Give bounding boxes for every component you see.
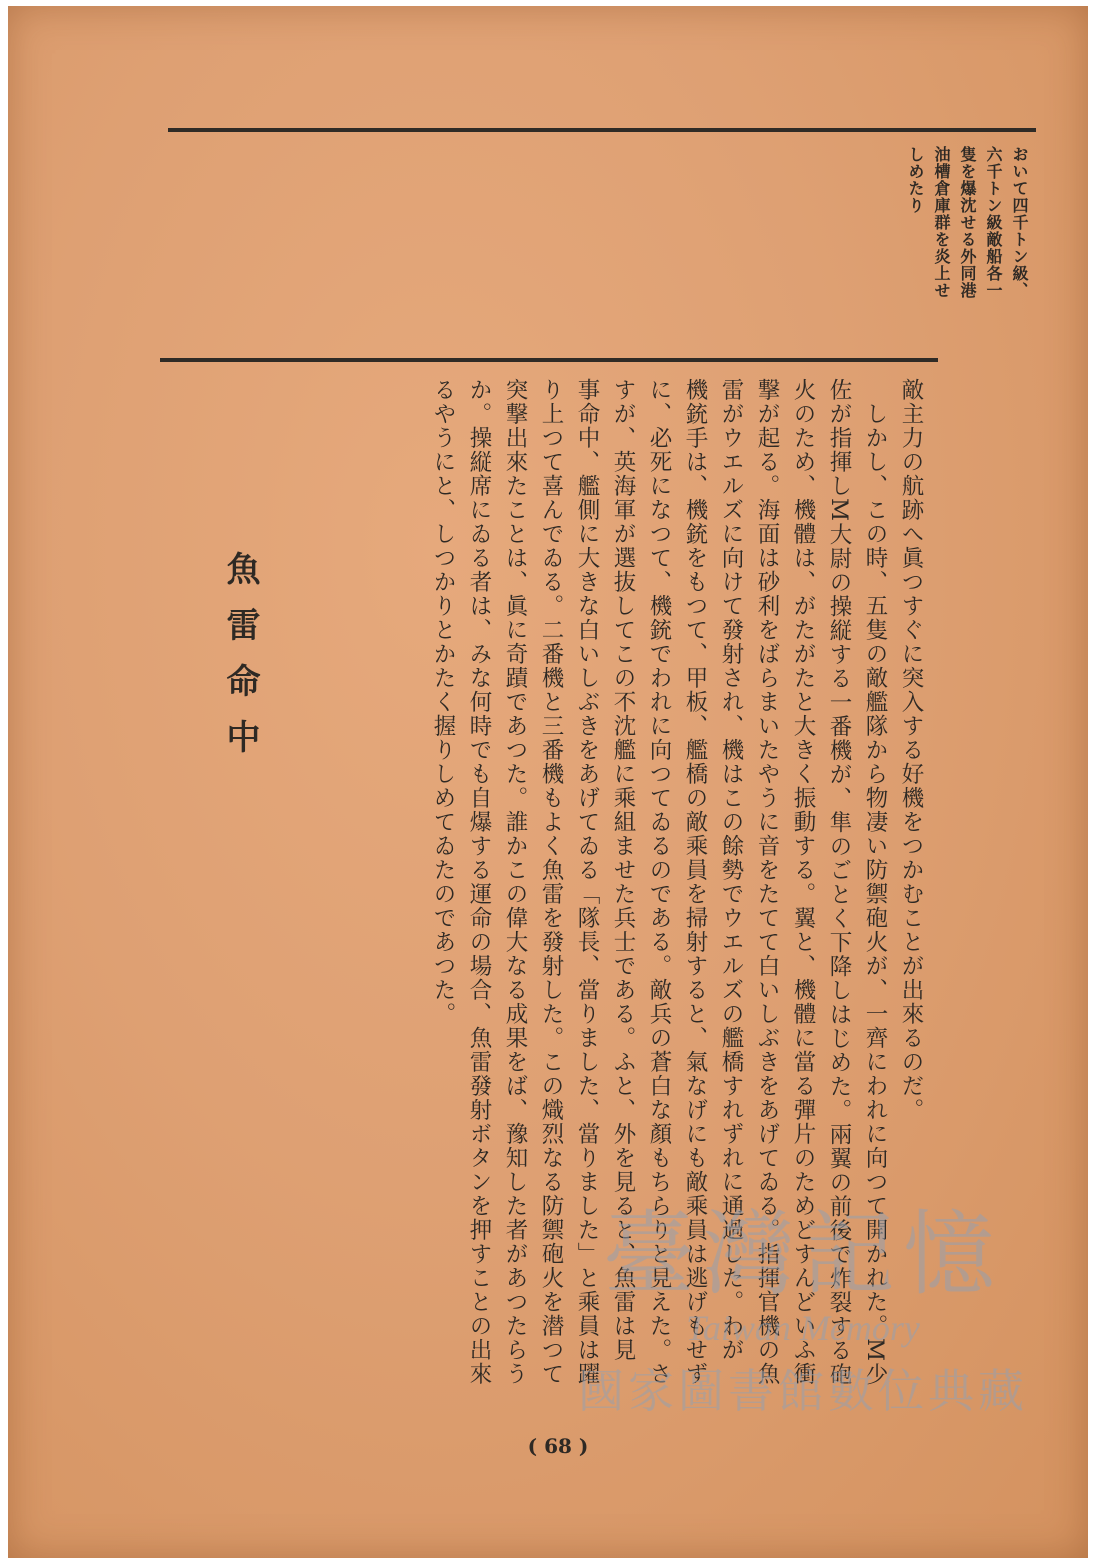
body-line: 突撃出來たことは、眞に奇蹟であつた。誰かこの偉大なる成果をば、豫知した者があつたらう: [502, 378, 528, 1386]
section-rule: [160, 358, 938, 362]
notice-line: 隻を爆沈せる外同港: [958, 146, 977, 299]
body-line: すが、英海軍が選抜してこの不沈艦に乘組ませた兵士である。ふと、外を見ると、魚雷は見: [610, 378, 636, 1362]
body-line: るやうにと、しつかりとかたく握りしめてゐたのであつた。: [430, 378, 456, 1026]
watermark-logo-chinese: 臺灣記憶: [602, 1201, 1003, 1308]
body-line: か。操縦席にゐる者は、みな何時でも自爆する運命の場合、魚雷發射ボタンを押すことの出來: [466, 378, 492, 1386]
body-line: り上つて喜んでゐる。二番機と三番機もよく魚雷を發射した。この熾烈なる防禦砲火を潜つて: [538, 378, 564, 1386]
section-heading: 魚雷命中: [220, 551, 260, 775]
notice-line: 油槽倉庫群を炎上せ: [932, 146, 951, 299]
body-line: に、必死になつて、機銃でわれに向つてゐるのである。敵兵の蒼白な顏もちらりと見えた。さ: [646, 378, 672, 1386]
watermark-logo-english: Taiwan Memory: [686, 1308, 920, 1348]
watermark-subtitle: 國家圖書館數位典藏: [578, 1364, 1028, 1418]
page-sheet: [8, 6, 1088, 1558]
body-line: 雷がウエルズに向けて發射され、機はこの餘勢でウエルズの艦橋すれずれに通過した。わが: [718, 378, 744, 1362]
top-rule: [168, 128, 1036, 132]
body-line: 機銃手は、機銃をもつて、甲板、艦橋の敵乘員を掃射すると、氣なげにも敵乘員は逃げもせず: [682, 378, 708, 1386]
body-line: 火のため、機體は、がたがたと大きく振動する。翼と、機體に當る彈片のためどすんどいふ衝: [790, 378, 816, 1386]
notice-line: おいて四千トン級、: [1010, 146, 1029, 299]
notice-line: 六千トン級敵船各一: [984, 146, 1003, 299]
page-number: ( 68 ): [527, 1434, 589, 1458]
body-line: しかし、この時、五隻の敵艦隊から物凄い防禦砲火が、一齊にわれに向つて開かれた。M少: [862, 378, 888, 1387]
body-line: 事命中、艦側に大きな白いしぶきをあげてゐる「隊長、當りました、當りました」と乘員は躍: [574, 378, 600, 1386]
body-line: 敵主力の航跡へ眞つすぐに突入する好機をつかむことが出來るのだ。: [898, 378, 924, 1122]
body-line: 撃が起る。海面は砂利をばらまいたやうに音をたてて白いしぶきをあげてゐる。指揮官機の魚: [754, 378, 780, 1386]
library-watermark: [568, 1181, 1038, 1451]
body-line: 佐が指揮しM大尉の操縦する一番機が、隼のごとく下降しはじめた。兩翼の前後で炸裂する砲: [826, 378, 852, 1387]
notice-line: しめたり: [906, 146, 925, 214]
